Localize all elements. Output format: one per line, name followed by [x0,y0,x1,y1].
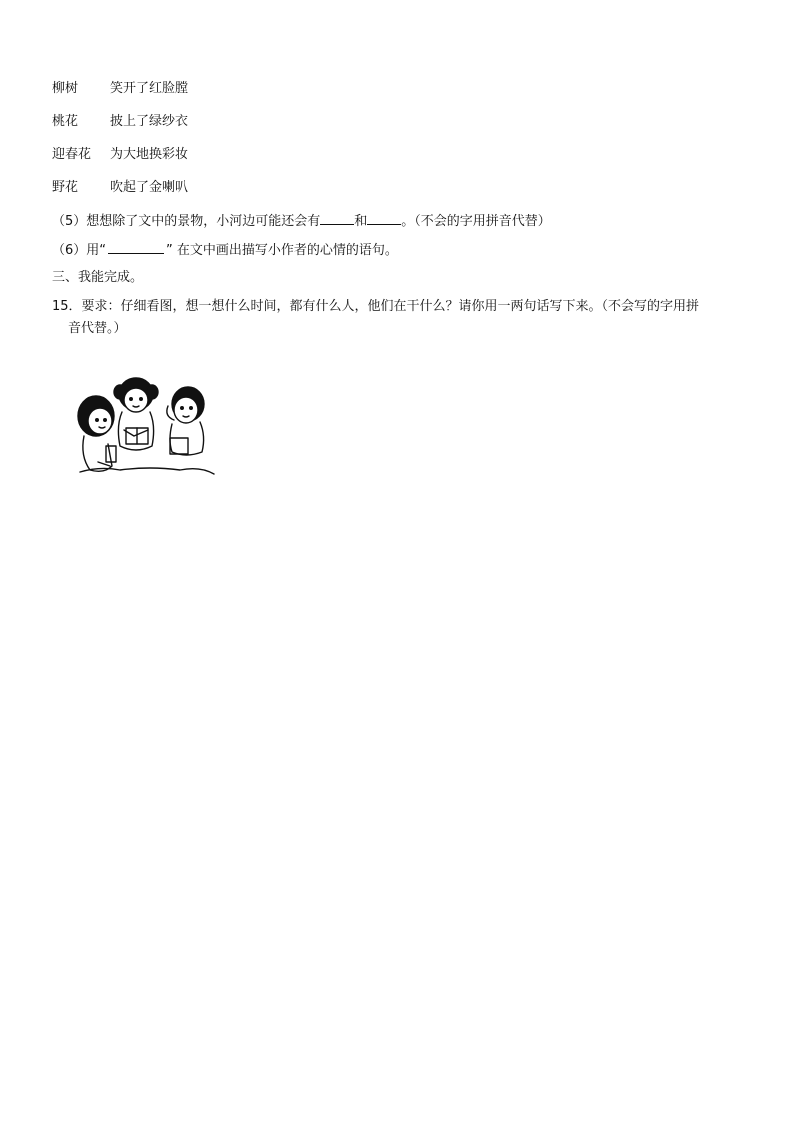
q5-text-post: 。（不会的字用拼音代替） [401,214,551,229]
answer-blank[interactable] [320,211,354,225]
q15-line-1: 15．要求：仔细看图，想一想什么时间，都有什么人，他们在干什么？请你用一两句话写下来。（不会写的字用拼 [52,299,700,314]
underline-sample [108,240,164,254]
question-6 [52,240,398,260]
children-reading-icon [70,372,220,482]
match-right: 为大地换彩妆 [110,147,189,162]
match-row [52,80,188,98]
question-5 [52,211,551,231]
q6-text-pre: （6）用“ [52,243,107,258]
q6-text-post: ” 在文中画出描写小作者的心情的语句。 [166,243,398,258]
match-left: 桃花 [52,114,79,129]
q15-line-2: 音代替。） [68,321,127,336]
question-15 [52,296,752,340]
match-left: 野花 [52,180,79,195]
answer-blank[interactable] [367,211,401,225]
match-left: 柳树 [52,81,79,96]
q5-text-pre: （5）想想除了文中的景物，小河边可能还会有 [52,214,321,229]
match-right: 披上了绿纱衣 [110,114,189,129]
match-row [52,179,188,197]
match-right: 吹起了金喇叭 [110,180,189,195]
match-row [52,113,188,131]
match-row [52,146,188,164]
match-right: 笑开了红脸膛 [110,81,189,96]
section-heading: 三、我能完成。 [52,270,144,285]
match-left: 迎春花 [52,147,92,162]
q5-text-mid: 和 [354,214,368,229]
